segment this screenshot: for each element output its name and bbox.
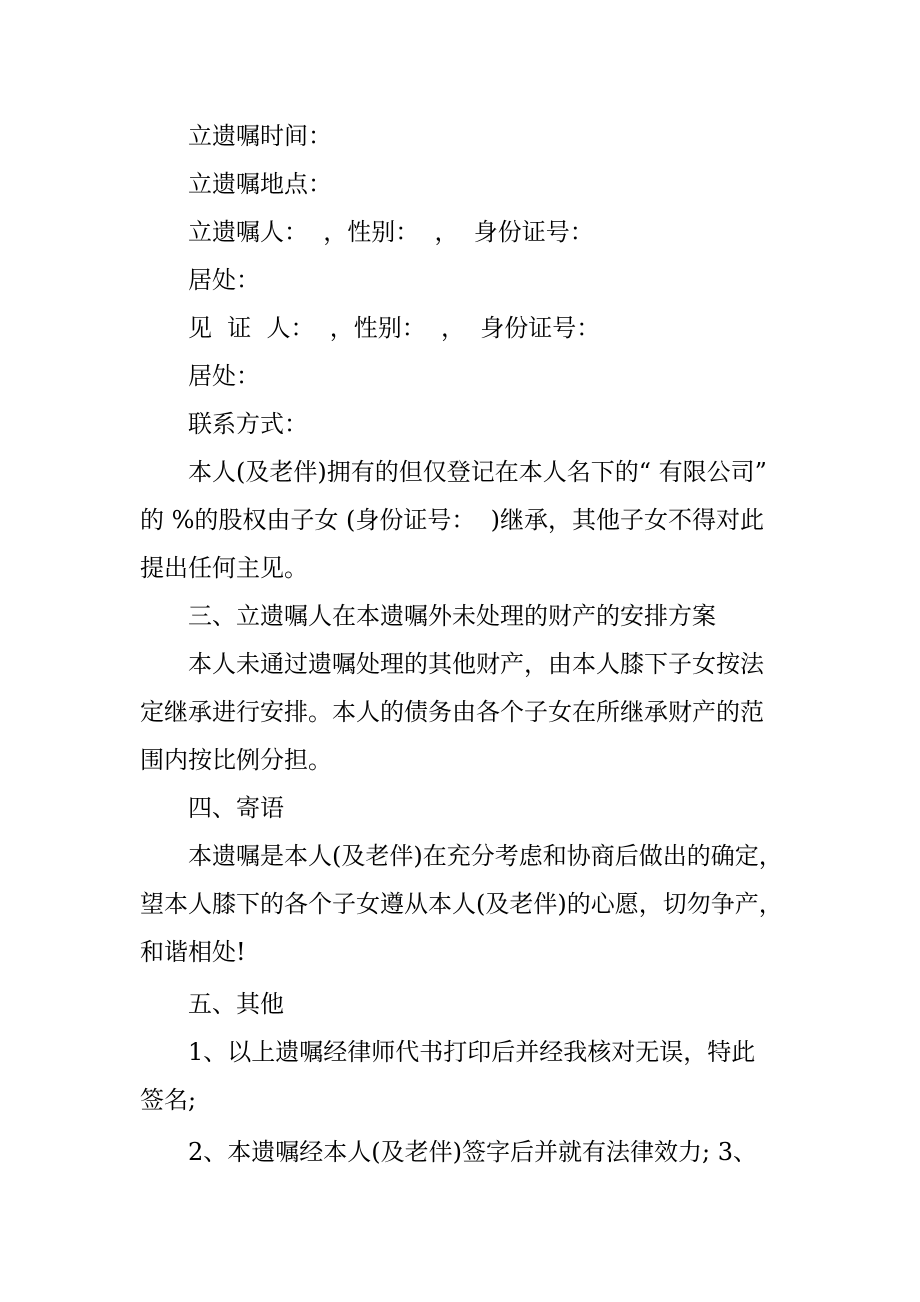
clause-two-line-1: 2、本遗嘱经本人(及老伴)签字后并就有法律效力; 3、 <box>188 1138 757 1166</box>
clause-one-line-2: 签名; <box>140 1086 197 1114</box>
witness-info-field: 见 证 人： ，性别： ， 身份证号： <box>188 314 601 342</box>
paragraph-equity-line-3: 提出任何主见。 <box>140 554 308 582</box>
section-four-heading: 四、寄语 <box>188 794 284 822</box>
paragraph-other-property-line-2: 定继承进行安排。本人的债务由各个子女在所继承财产的范 <box>140 698 764 726</box>
contact-field: 联系方式： <box>188 410 308 438</box>
testator-info-field: 立遗嘱人： ，性别： ， 身份证号： <box>188 218 594 246</box>
document-body <box>140 112 782 1176</box>
paragraph-other-property-line-1: 本人未通过遗嘱处理的其他财产，由本人膝下子女按法 <box>188 650 764 678</box>
will-time-field: 立遗嘱时间： <box>188 122 332 150</box>
paragraph-equity-line-1: 本人(及老伴)拥有的但仅登记在本人名下的“ 有限公司” <box>188 458 767 486</box>
paragraph-other-property-line-3: 围内按比例分担。 <box>140 746 332 774</box>
witness-residence-field: 居处： <box>188 362 260 390</box>
testator-residence-field: 居处： <box>188 266 260 294</box>
paragraph-equity-line-2: 的 %的股权由子女 (身份证号： )继承，其他子女不得对此 <box>140 506 765 534</box>
section-five-heading: 五、其他 <box>188 990 284 1018</box>
will-place-field: 立遗嘱地点： <box>188 170 332 198</box>
paragraph-message-line-3: 和谐相处! <box>140 938 246 966</box>
paragraph-message-line-1: 本遗嘱是本人(及老伴)在充分考虑和协商后做出的确定， <box>188 842 783 870</box>
clause-one-line-1: 1、以上遗嘱经律师代书打印后并经我核对无误，特此 <box>188 1038 756 1066</box>
section-three-heading: 三、立遗嘱人在本遗嘱外未处理的财产的安排方案 <box>188 602 716 630</box>
paragraph-message-line-2: 望本人膝下的各个子女遵从本人(及老伴)的心愿，切勿争产， <box>140 890 783 918</box>
